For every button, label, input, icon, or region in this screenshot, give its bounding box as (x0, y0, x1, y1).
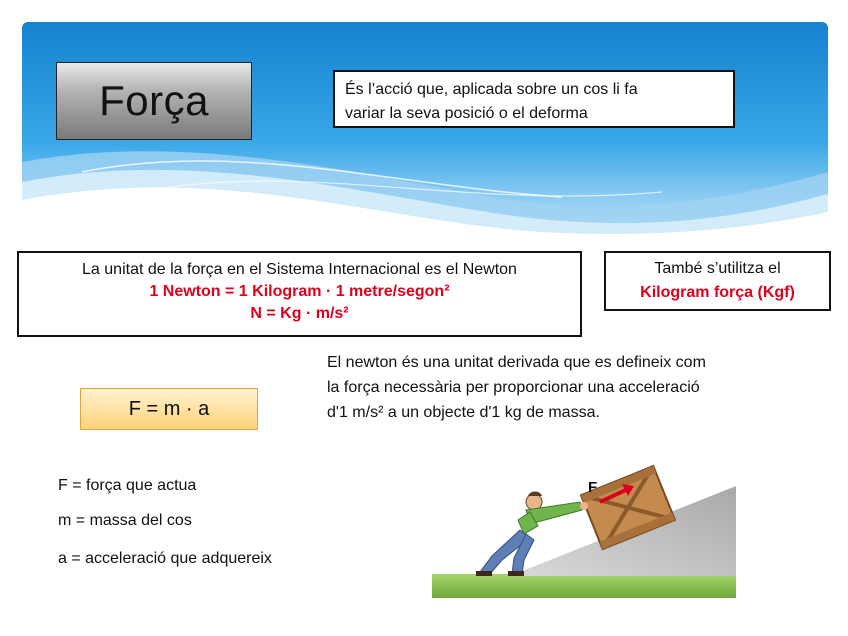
definition-line-2: variar la seva posició o el deforma (345, 105, 588, 122)
newton-line-1: El newton és una unitat derivada que es defineix com (327, 354, 706, 371)
kgf-box (604, 251, 831, 311)
definition-line-1: És l’acció que, aplicada sobre un cos li fa (345, 81, 638, 98)
si-unit-symbolic: N = Kg · m/s² (250, 305, 349, 322)
si-unit-box (17, 251, 582, 337)
newton-line-3: d'1 m/s² a un objecte d'1 kg de massa. (327, 404, 600, 421)
legend-force: F = força que actua (58, 477, 197, 494)
si-unit-equivalence: 1 Newton = 1 Kilogram · 1 metre/segon² (149, 283, 450, 300)
definition-box (333, 70, 735, 128)
ground (432, 574, 736, 598)
formula-box: F = m · a (80, 388, 258, 430)
newton-definition (327, 350, 807, 425)
newton-line-2: la força necessària per proporcionar una acceleració (327, 379, 700, 396)
force-label: F (588, 479, 598, 496)
legend-acceleration: a = acceleració que adquereix (58, 550, 272, 567)
si-unit-line-1: La unitat de la força en el Sistema Internacional es el Newton (82, 261, 517, 278)
legend-mass: m = massa del cos (58, 512, 192, 529)
page-title: Força (56, 62, 252, 140)
pushing-crate-illustration (430, 460, 740, 602)
kgf-line-1: També s’utilitza el (654, 260, 781, 277)
kgf-line-2: Kilogram força (Kgf) (640, 284, 795, 301)
